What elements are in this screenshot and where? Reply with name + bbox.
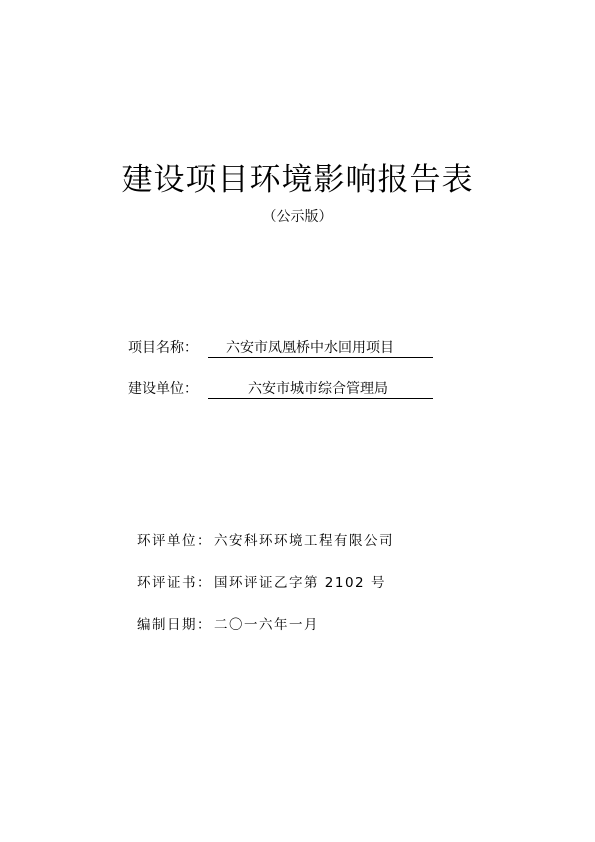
assessment-certificate-label: 环评证书：	[137, 575, 212, 591]
project-name-label: 项目名称：	[128, 340, 198, 356]
assessment-unit-row	[137, 531, 394, 551]
construction-unit-label: 建设单位：	[128, 381, 198, 397]
compile-date-row	[137, 615, 319, 635]
assessment-certificate-row	[137, 573, 386, 593]
page-subtitle: （公示版）	[262, 209, 333, 225]
project-name-value: 六安市凤凰桥中水回用项目	[208, 337, 433, 358]
compile-date-label: 编制日期：	[137, 617, 212, 633]
construction-unit-value: 六安市城市综合管理局	[208, 378, 433, 399]
assessment-certificate-value: 国环评证乙字第 2102 号	[214, 575, 386, 591]
compile-date-value: 二〇一六年一月	[214, 617, 319, 633]
assessment-unit-label: 环评单位：	[137, 533, 212, 549]
assessment-unit-value: 六安科环环境工程有限公司	[214, 533, 394, 549]
page-title: 建设项目环境影响报告表	[121, 162, 474, 198]
